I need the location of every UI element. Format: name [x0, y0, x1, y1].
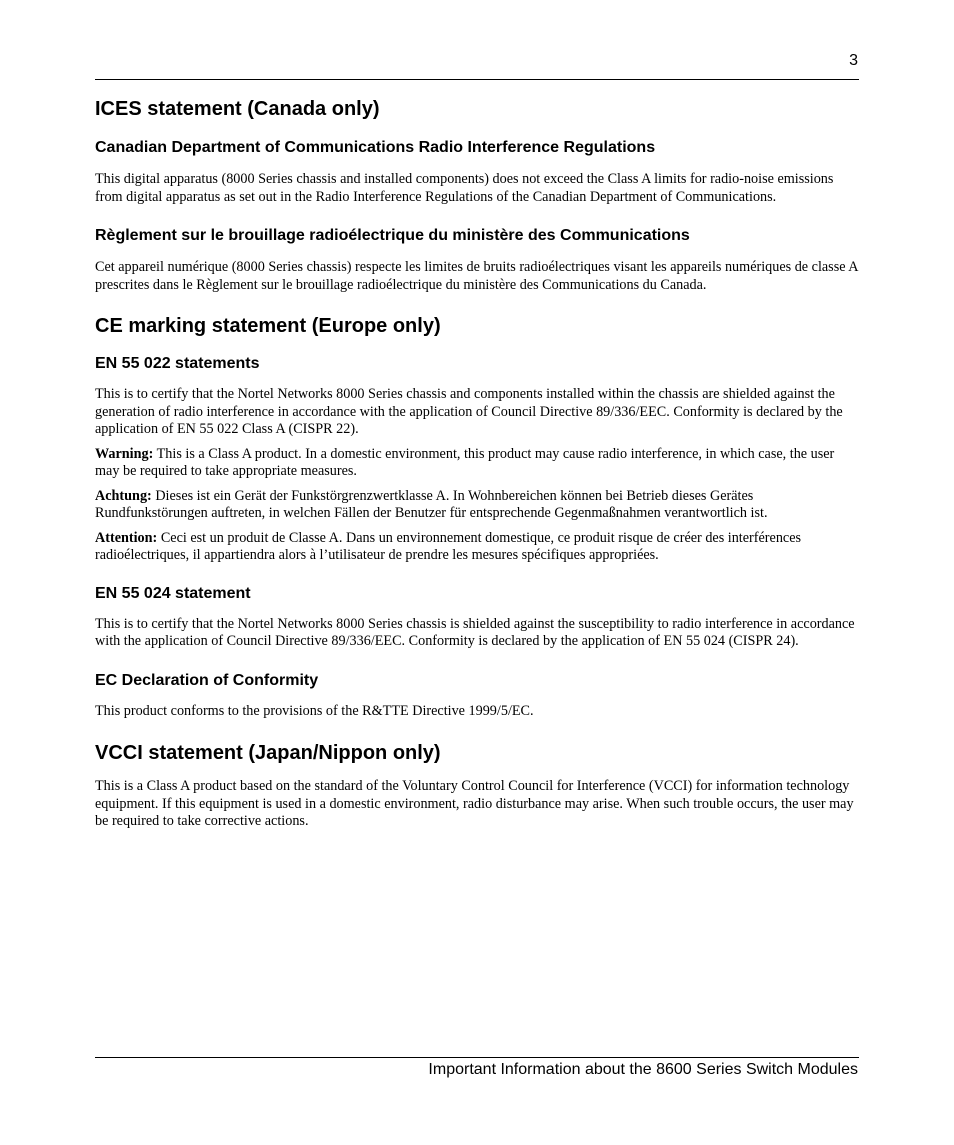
page-number: 3	[849, 52, 858, 69]
reglement-heading: Règlement sur le brouillage radioélectrique du ministère des Communications	[95, 227, 690, 244]
ec-declaration-body: This product conforms to the provisions of the R&TTE Directive 1999/5/EC.	[95, 702, 534, 719]
en55022-heading: EN 55 022 statements	[95, 355, 260, 372]
en55022-body: This is to certify that the Nortel Networks 8000 Series chassis and components installed within the chassis are shielded against the generation of radio interference in accordance with the application of Council Directive 89/336/EEC. Conformity is declared by the application of EN 55 022 Class A (CISPR 22).	[95, 386, 843, 437]
warning-paragraph	[95, 446, 859, 481]
achtung-label: Achtung:	[95, 487, 152, 504]
footer-rule	[95, 1057, 859, 1058]
en55024-heading: EN 55 024 statement	[95, 584, 251, 602]
achtung-text: Dieses ist ein Gerät der Funkstörgrenzwertklasse A. In Wohnbereichen können bei Betrieb dieses Gerätes Rundfunkstörungen auftreten, in welchen Fällen der Benutzer für entsprechende Gegenmaßnahmen verantwortlich ist.	[95, 487, 768, 521]
ce-heading: CE marking statement (Europe only)	[95, 315, 441, 337]
attention-paragraph	[95, 530, 859, 565]
page-content	[95, 97, 859, 831]
achtung-paragraph	[95, 488, 859, 523]
warning-text: This is a Class A product. In a domestic environment, this product may cause radio interference, in which case, the user may be required to take appropriate measures.	[95, 445, 835, 479]
attention-label: Attention:	[95, 529, 158, 546]
ices-heading: ICES statement (Canada only)	[95, 98, 380, 120]
attention-text: Ceci est un produit de Classe A. Dans un environnement domestique, ce produit risque de créer des interférences radioélectriques, il appartiendra alors à l’utilisateur de prendre les mesures spécifiques appropriées.	[95, 529, 802, 563]
vcci-heading: VCCI statement (Japan/Nippon only)	[95, 742, 441, 764]
canadian-regulations-body: This digital apparatus (8000 Series chassis and installed components) does not exceed the Class A limits for radio-noise emissions from digital apparatus as set out in the Radio Interference Regulations of the Canadian Department of Communications.	[95, 171, 834, 205]
warning-label: Warning:	[95, 445, 154, 462]
header-rule	[95, 79, 859, 80]
ec-declaration-heading: EC Declaration of Conformity	[95, 671, 319, 689]
canadian-regulations-heading: Canadian Department of Communications Radio Interference Regulations	[95, 139, 656, 156]
footer-title: Important Information about the 8600 Series Switch Modules	[428, 1061, 858, 1078]
reglement-body: Cet appareil numérique (8000 Series chassis) respecte les limites de bruits radioélectriques visant les appareils numériques de classe A prescrites dans le Règlement sur le brouillage radioélectrique du ministère des Communications du Canada.	[95, 259, 858, 293]
en55024-body: This is to certify that the Nortel Networks 8000 Series chassis is shielded against the susceptibility to radio interference in accordance with the application of Council Directive 89/336/EEC. Conformity is declared by the application of EN 55 024 (CISPR 24).	[95, 615, 855, 649]
vcci-body: This is a Class A product based on the standard of the Voluntary Control Council for Interference (VCCI) for information technology equipment. If this equipment is used in a domestic environment, radio disturbance may arise. When such trouble occurs, the user may be required to take corrective actions.	[95, 778, 854, 829]
